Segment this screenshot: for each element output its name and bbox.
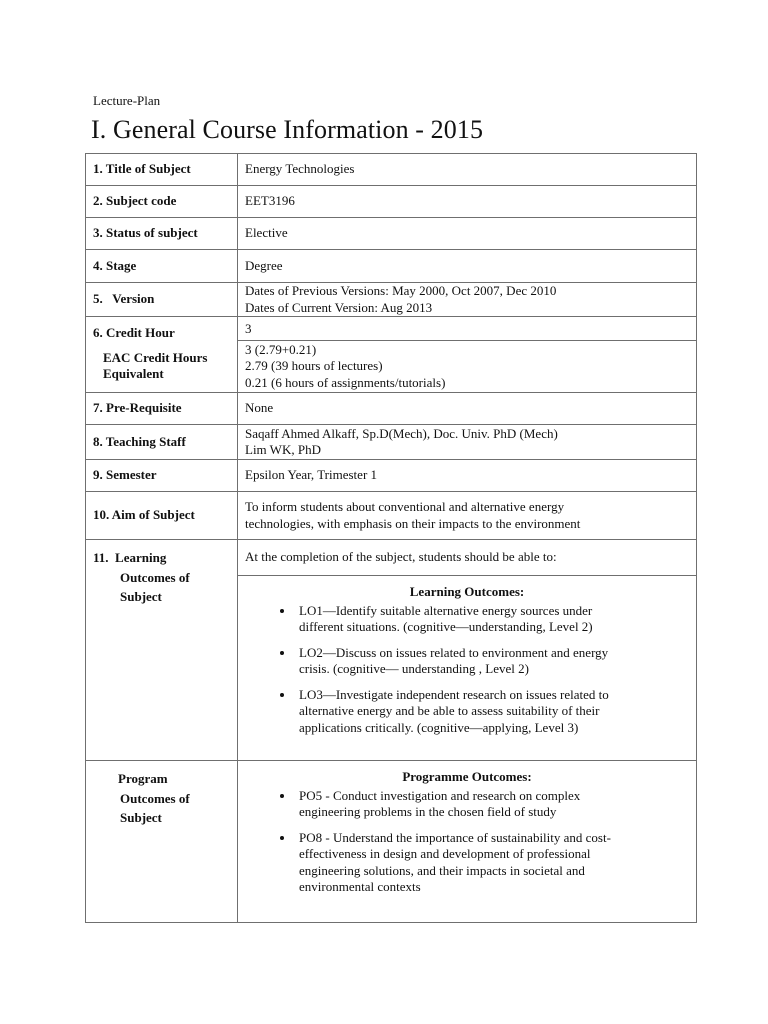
po8-line-4: environmental contexts <box>299 879 421 894</box>
lo3-line-1: • LO3—Investigate independent research on issues related to <box>299 686 609 702</box>
eac-label-1: EAC Credit Hours <box>103 349 208 365</box>
row-label: 4. Stage <box>86 250 238 283</box>
program-label-2: Outcomes of <box>120 790 190 806</box>
program-outcomes-heading: Programme Outcomes: <box>402 769 532 784</box>
row-value: Energy Technologies <box>238 154 697 186</box>
eac-line-1: 3 (2.79+0.21) <box>245 341 317 357</box>
table-row-staff <box>86 425 697 460</box>
row-value: Elective <box>238 218 697 250</box>
table-row-status <box>86 218 697 250</box>
row-label <box>86 317 238 393</box>
table-row-title <box>86 154 697 186</box>
learning-outcomes-list <box>245 603 689 737</box>
row-label <box>86 761 238 923</box>
lo3-line-2: alternative energy and be able to assess suitability of their <box>299 703 600 718</box>
po5-line-2: engineering problems in the chosen field of study <box>299 804 557 819</box>
lo1-line-1: • LO1—Identify suitable alternative energy sources under <box>299 602 593 618</box>
credit-hour-label: 6. Credit Hour <box>93 325 175 340</box>
learning-label-3: Subject <box>120 589 162 604</box>
eac-value <box>238 341 697 393</box>
row-label: 2. Subject code <box>86 186 238 218</box>
program-label-3: Subject <box>120 810 162 825</box>
row-label: 9. Semester <box>86 460 238 492</box>
list-item <box>295 687 689 737</box>
table-row-credit-hour <box>86 317 697 341</box>
list-item <box>295 603 689 636</box>
version-previous: Dates of Previous Versions: May 2000, Oct 2007, Dec 2010 <box>245 283 557 298</box>
row-label <box>86 540 238 761</box>
row-value: Epsilon Year, Trimester 1 <box>238 460 697 492</box>
list-item <box>295 788 689 821</box>
program-outcomes-list <box>245 788 689 896</box>
document-header-label: Lecture-Plan <box>93 93 161 108</box>
row-value: Degree <box>238 250 697 283</box>
row-value <box>238 425 697 460</box>
learning-label-2: Outcomes of <box>120 569 190 585</box>
table-row-aim <box>86 492 697 540</box>
row-value: None <box>238 393 697 425</box>
table-row-stage <box>86 250 697 283</box>
lo2-line-1: • LO2—Discuss on issues related to environment and energy <box>299 644 609 660</box>
staff-line-2: Lim WK, PhD <box>245 442 321 457</box>
learning-intro: At the completion of the subject, students should be able to: <box>238 540 697 576</box>
row-value <box>238 283 697 317</box>
aim-line-2: technologies, with emphasis on their impacts to the environment <box>245 515 581 531</box>
aim-line-1: To inform students about conventional and alternative energy <box>245 499 565 514</box>
eac-label-2: Equivalent <box>103 366 164 381</box>
lo2-line-2: crisis. (cognitive— understanding , Level 2) <box>299 661 529 676</box>
row-label: 7. Pre-Requisite <box>86 393 238 425</box>
page-title: I. General Course Information - 2015 <box>91 115 484 144</box>
table-row-code <box>86 186 697 218</box>
table-row-learning-intro <box>86 540 697 576</box>
learning-label-1: 11. Learning <box>93 550 167 565</box>
po8-line-1: • PO8 - Understand the importance of sustainability and cost- <box>299 829 611 845</box>
table-row-version <box>86 283 697 317</box>
row-label: 8. Teaching Staff <box>86 425 238 460</box>
program-outcomes-cell <box>238 761 697 923</box>
list-item <box>295 645 689 678</box>
list-item <box>295 830 689 896</box>
table-row-prereq <box>86 393 697 425</box>
learning-outcomes-cell <box>238 576 697 761</box>
po8-line-3: engineering solutions, and their impacts in societal and <box>299 862 585 878</box>
table-row-semester <box>86 460 697 492</box>
row-label: 3. Status of subject <box>86 218 238 250</box>
row-label: 5. Version <box>86 283 238 317</box>
lo1-line-2: different situations. (cognitive—understanding, Level 2) <box>299 619 593 634</box>
staff-line-1: Saqaff Ahmed Alkaff, Sp.D(Mech), Doc. Univ. PhD (Mech) <box>245 425 558 441</box>
row-label: 1. Title of Subject <box>86 154 238 186</box>
credit-hour-value: 3 <box>238 317 697 341</box>
po5-line-1: • PO5 - Conduct investigation and research on complex <box>299 787 581 803</box>
row-value: EET3196 <box>238 186 697 218</box>
eac-line-2: 2.79 (39 hours of lectures) <box>245 358 383 374</box>
row-value <box>238 492 697 540</box>
row-label: 10. Aim of Subject <box>86 492 238 540</box>
course-info-table <box>85 153 697 923</box>
program-label-1: Program <box>118 771 168 786</box>
eac-line-3: 0.21 (6 hours of assignments/tutorials) <box>245 374 446 390</box>
po8-line-2: effectiveness in design and development of professional <box>299 846 591 861</box>
lo3-line-3: applications critically. (cognitive—applying, Level 3) <box>299 719 579 735</box>
version-current: Dates of Current Version: Aug 2013 <box>245 299 433 315</box>
table-row-program-outcomes <box>86 761 697 923</box>
learning-outcomes-heading: Learning Outcomes: <box>409 584 525 599</box>
